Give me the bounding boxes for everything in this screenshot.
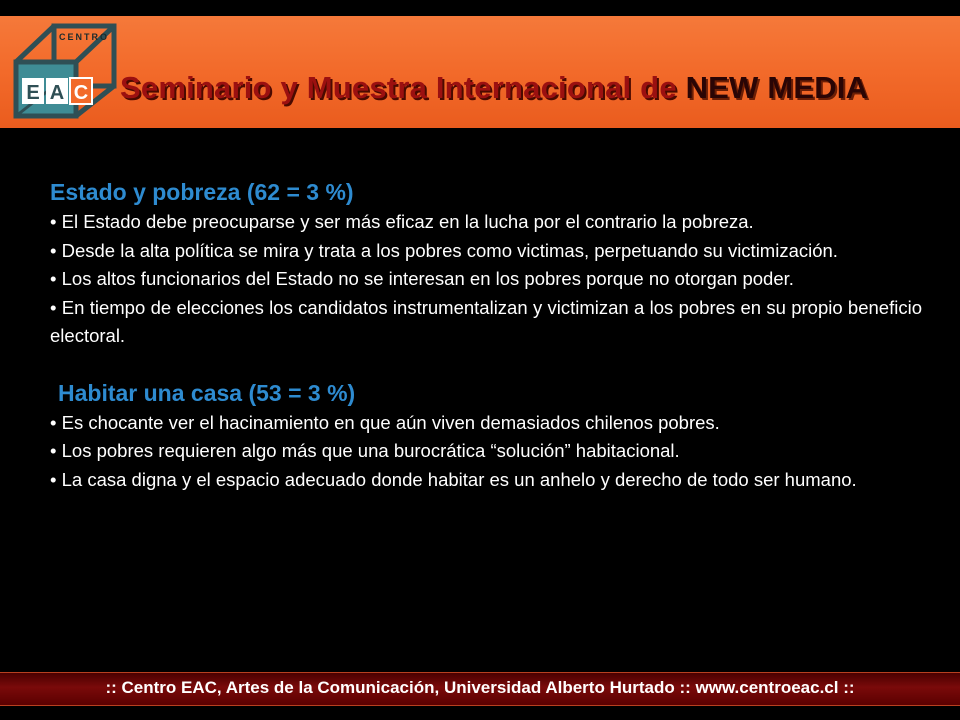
bullet-item: • Los altos funcionarios del Estado no se interesan en los pobres porque no otorgan poder. [50, 268, 794, 289]
section-title: Habitar una casa (53 = 3 %) [58, 379, 356, 406]
slide-content [50, 176, 922, 494]
section-title: Estado y pobreza (62 = 3 %) [50, 179, 354, 205]
footer-text: :: Centro EAC, Artes de la Comunicación, Universidad Alberto Hurtado :: www.centroeac.cl :: [105, 678, 855, 697]
header-bar [0, 16, 960, 128]
bullet-item: • En tiempo de elecciones los candidatos instrumentalizan y victimizan a los pobres en su propio beneficio electoral. [50, 296, 922, 346]
bullet-item: • El Estado debe preocuparse y ser más eficaz en la lucha por el contrario la pobreza. [50, 211, 754, 232]
bullet-item: • Los pobres requieren algo más que una burocrática “solución” habitacional. [50, 440, 680, 461]
logo-top-text: CENTRO [59, 32, 109, 42]
footer-bar [0, 672, 960, 706]
logo-letter-e: E [26, 82, 40, 104]
eac-logo [8, 20, 120, 120]
bullet-item: • Desde la alta política se mira y trata a los pobres como victimas, perpetuando su victimización. [50, 239, 838, 261]
section-habitar-casa [50, 377, 922, 495]
logo-letter-c: C [73, 82, 89, 104]
logo-letter-a: A [49, 82, 65, 104]
bullet-item: • Es chocante ver el hacinamiento en que aún viven demasiados chilenos pobres. [50, 411, 720, 433]
page-title [120, 70, 868, 106]
bullet-item: • La casa digna y el espacio adecuado donde habitar es un anhelo y derecho de todo ser humano. [50, 468, 857, 490]
section-estado-pobreza [50, 176, 922, 351]
page-title-main: Seminario y Muestra Internacional de [120, 70, 686, 105]
page-title-accent: NEW MEDIA [685, 70, 869, 105]
